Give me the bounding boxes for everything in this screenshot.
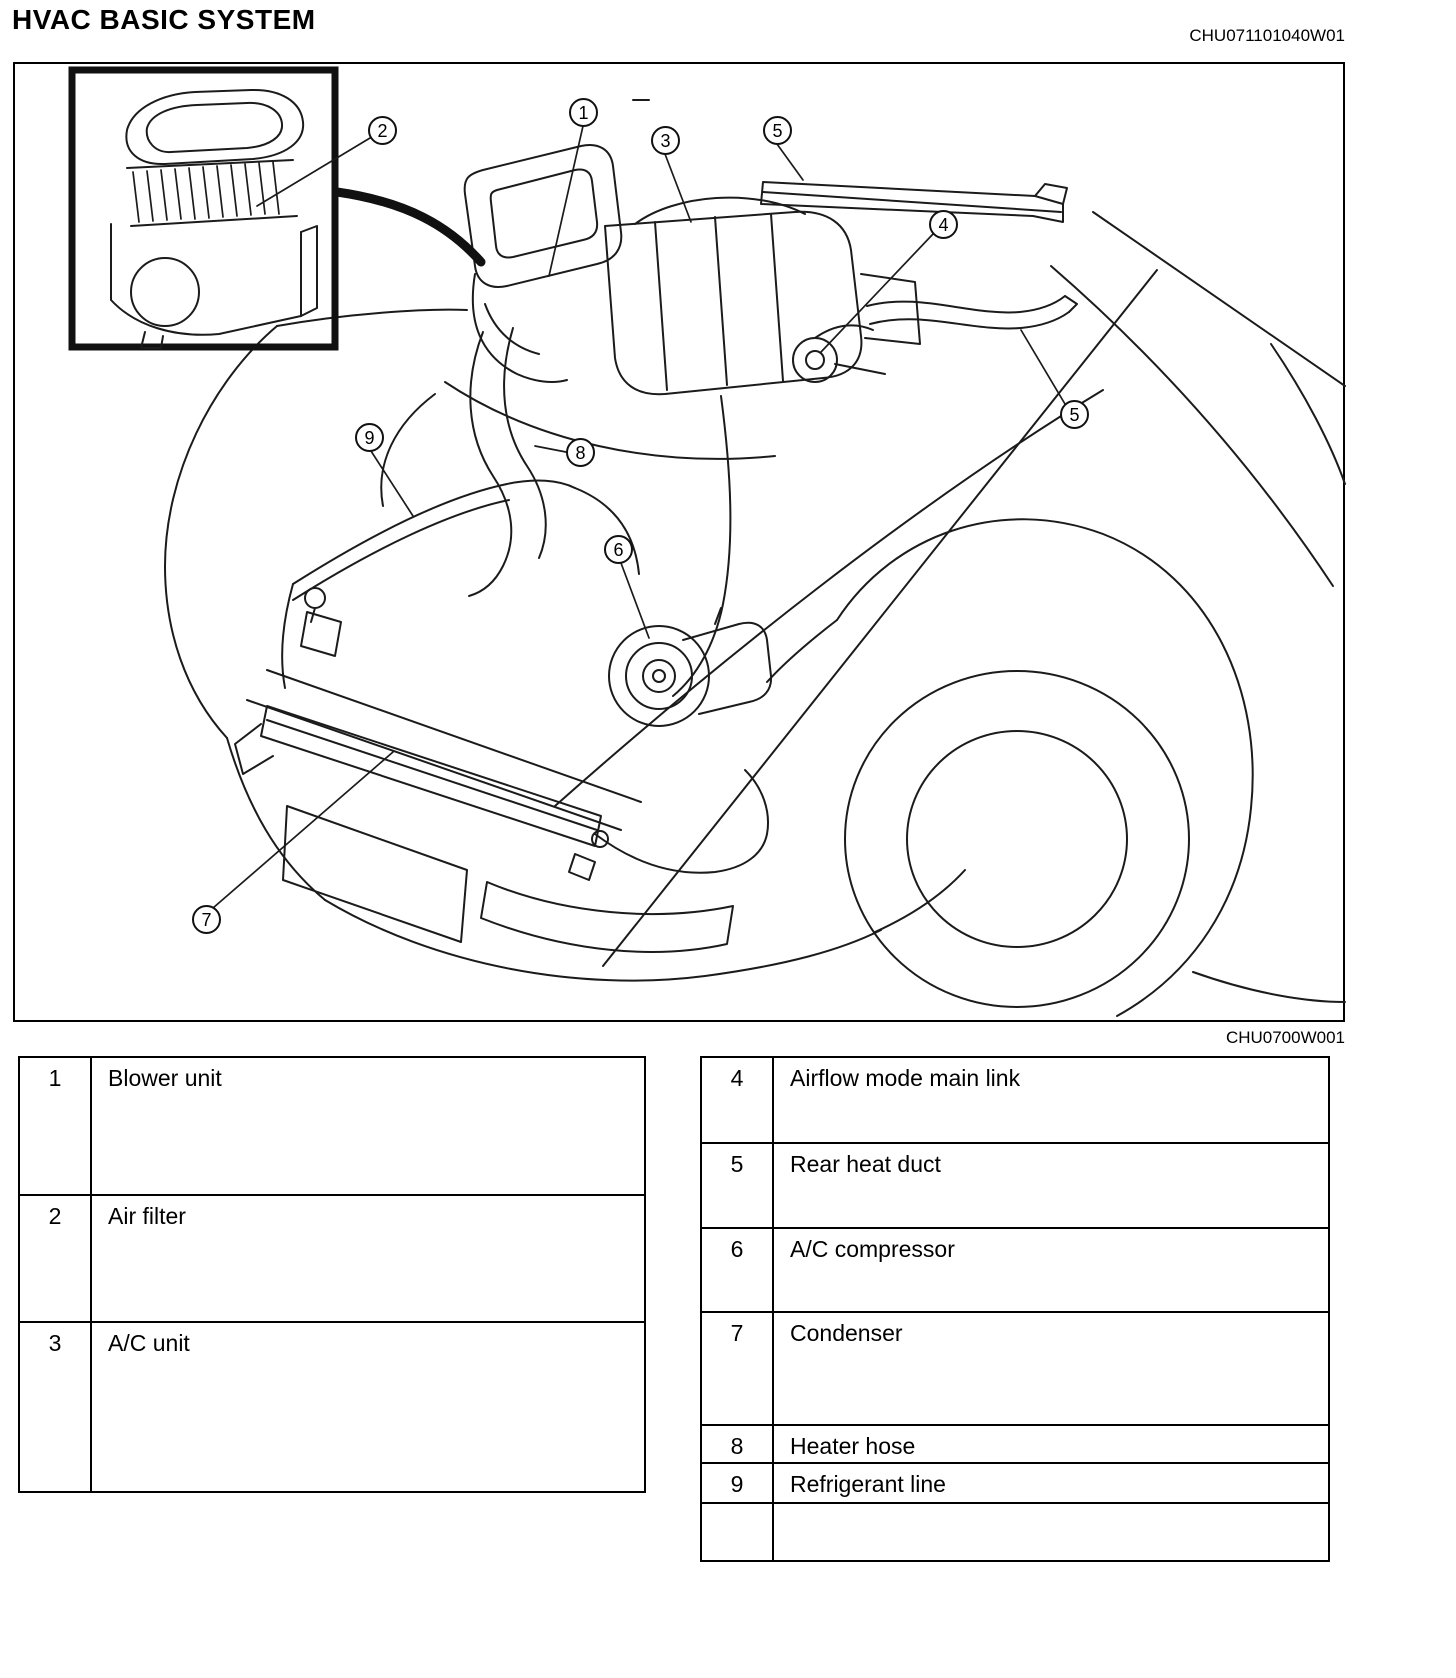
legend-label: A/C compressor bbox=[790, 1236, 955, 1262]
legend-num: 6 bbox=[702, 1229, 774, 1311]
callout-7-number: 7 bbox=[201, 909, 212, 930]
legend-num-empty bbox=[702, 1504, 774, 1560]
legend-row-airflow-mode-main-link bbox=[702, 1058, 1328, 1144]
callout-5-side-number: 5 bbox=[1069, 404, 1080, 425]
legend-row-heater-hose bbox=[702, 1426, 1328, 1464]
legend-num: 2 bbox=[20, 1196, 92, 1321]
legend-num: 1 bbox=[20, 1058, 92, 1194]
legend-row-condenser bbox=[702, 1313, 1328, 1426]
legend-num: 8 bbox=[702, 1426, 774, 1462]
callout-3-number: 3 bbox=[660, 130, 671, 151]
legend-right-table bbox=[700, 1056, 1330, 1562]
legend-num: 7 bbox=[702, 1313, 774, 1424]
callout-5-side bbox=[1060, 400, 1089, 429]
legend-label: Blower unit bbox=[108, 1065, 222, 1091]
callout-8-number: 8 bbox=[575, 442, 586, 463]
callout-4-number: 4 bbox=[938, 214, 949, 235]
engine-bay-lines bbox=[247, 382, 775, 830]
ac-compressor-drawing bbox=[609, 608, 771, 726]
callout-2-number: 2 bbox=[377, 120, 388, 141]
callout-1-number: 1 bbox=[578, 102, 589, 123]
callout-9-number: 9 bbox=[364, 427, 375, 448]
hvac-diagram-illustration bbox=[15, 64, 1347, 1024]
blower-unit-drawing bbox=[465, 145, 622, 382]
condenser-drawing bbox=[235, 706, 601, 846]
callout-leader-lines bbox=[213, 126, 1065, 908]
car-body-outline bbox=[165, 100, 1345, 1016]
legend-left-table bbox=[18, 1056, 646, 1493]
callout-9 bbox=[355, 423, 384, 452]
ac-unit-drawing bbox=[605, 198, 920, 395]
callout-6-number: 6 bbox=[613, 539, 624, 560]
callout-8 bbox=[566, 438, 595, 467]
callout-5-top bbox=[763, 116, 792, 145]
legend-label: A/C unit bbox=[108, 1330, 190, 1356]
document-code: CHU071101040W01 bbox=[1189, 26, 1345, 45]
legend-label: Airflow mode main link bbox=[790, 1065, 1021, 1091]
hvac-diagram-frame bbox=[13, 62, 1345, 1022]
legend-row-ac-compressor bbox=[702, 1229, 1328, 1313]
callout-2 bbox=[368, 116, 397, 145]
legend-num: 4 bbox=[702, 1058, 774, 1142]
legend-label-empty bbox=[774, 1504, 1328, 1560]
legend-label: Condenser bbox=[790, 1320, 903, 1346]
page-title: HVAC BASIC SYSTEM bbox=[12, 4, 316, 35]
legend-row-blower-unit bbox=[20, 1058, 644, 1196]
legend-row-filler bbox=[702, 1504, 1328, 1560]
legend-label: Heater hose bbox=[790, 1433, 916, 1459]
legend-label: Refrigerant line bbox=[790, 1471, 946, 1497]
legend-label: Air filter bbox=[108, 1203, 186, 1229]
callout-5-top-number: 5 bbox=[772, 120, 783, 141]
callout-7 bbox=[192, 905, 221, 934]
legend-num: 5 bbox=[702, 1144, 774, 1227]
legend-row-rear-heat-duct bbox=[702, 1144, 1328, 1229]
legend-label: Rear heat duct bbox=[790, 1151, 941, 1177]
legend-num: 9 bbox=[702, 1464, 774, 1502]
callout-1 bbox=[569, 98, 598, 127]
inset-detail-box bbox=[72, 70, 481, 348]
callout-4 bbox=[929, 210, 958, 239]
legend-row-ac-unit bbox=[20, 1323, 644, 1491]
figure-code: CHU0700W001 bbox=[1225, 1028, 1345, 1047]
legend-row-air-filter bbox=[20, 1196, 644, 1323]
rear-heat-duct-drawing bbox=[761, 182, 1077, 328]
legend-row-refrigerant-line bbox=[702, 1464, 1328, 1504]
legend-num: 3 bbox=[20, 1323, 92, 1491]
callout-6 bbox=[604, 535, 633, 564]
callout-3 bbox=[651, 126, 680, 155]
refrigerant-line-drawing bbox=[282, 396, 768, 880]
